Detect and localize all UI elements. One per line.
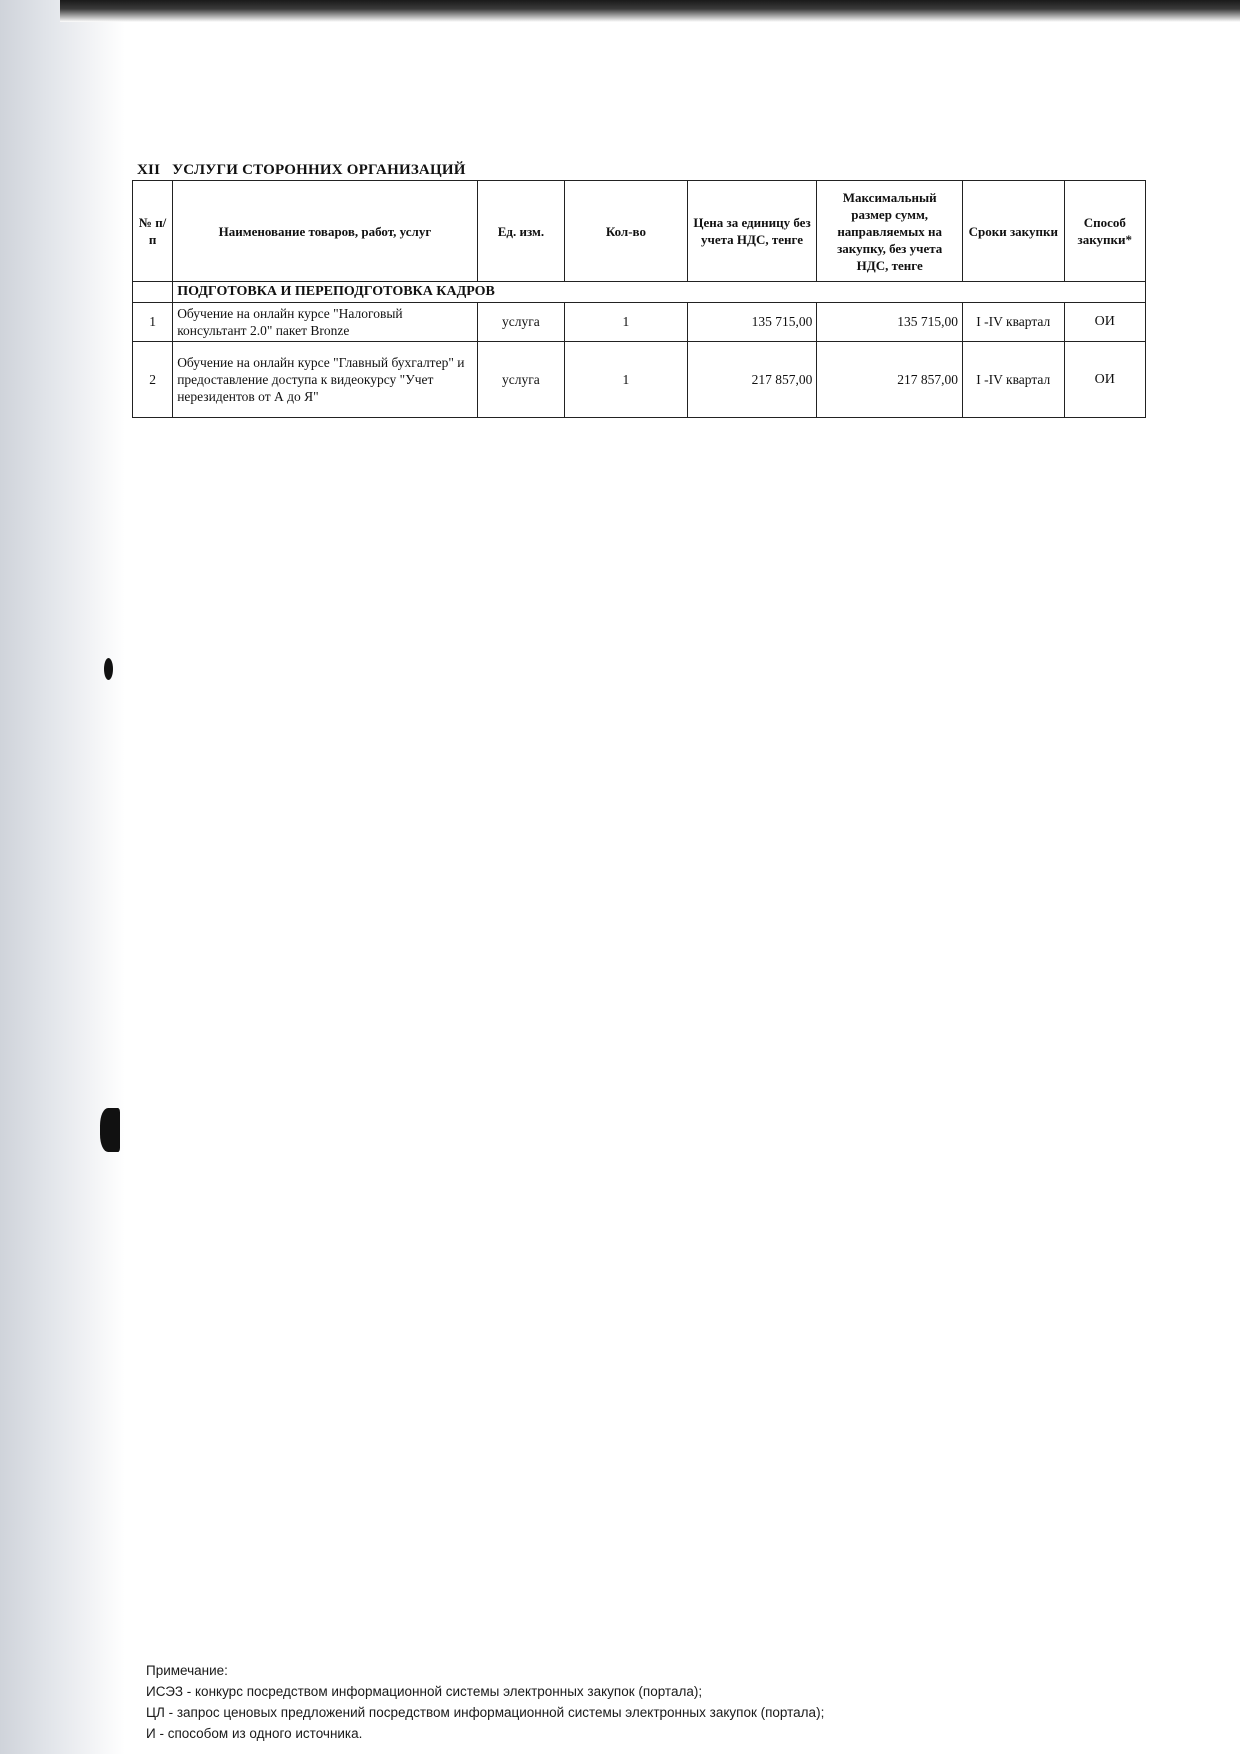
row-name: Обучение на онлайн курсе "Главный бухгалтер" и предоставление доступа к видеокурсу "Учет нерезидентов от А до Я"	[173, 342, 478, 418]
notes-line: ИСЭЗ - конкурс посредством информационной системы электронных закупок (портала);	[146, 1684, 703, 1699]
header-max: Максимальный размер сумм, направляемых на закупку, без учета НДС, тенге	[817, 181, 963, 282]
notes-line: И - способом из одного источника.	[146, 1726, 363, 1741]
header-price: Цена за единицу без учета НДС, тенге	[687, 181, 817, 282]
header-qty: Кол-во	[565, 181, 688, 282]
group-empty-cell	[687, 282, 817, 303]
notes-heading: Примечание:	[146, 1663, 228, 1678]
section-number: XII	[137, 162, 161, 178]
binder-hole-mark	[104, 658, 113, 680]
row-no: 2	[133, 342, 173, 418]
notes-line: ЦЛ - запрос ценовых предложений посредством информационной системы электронных закупок (портала);	[146, 1705, 825, 1720]
table-row	[133, 342, 1146, 418]
table-row	[133, 303, 1146, 342]
row-max: 135 715,00	[817, 303, 963, 342]
row-price: 135 715,00	[687, 303, 817, 342]
row-qty: 1	[565, 342, 688, 418]
group-label: ПОДГОТОВКА И ПЕРЕПОДГОТОВКА КАДРОВ	[173, 282, 688, 303]
scan-edge-shadow	[0, 0, 125, 1754]
header-name: Наименование товаров, работ, услуг	[173, 181, 478, 282]
row-term: I -IV квартал	[963, 342, 1065, 418]
row-max: 217 857,00	[817, 342, 963, 418]
binder-hole-mark	[100, 1108, 120, 1152]
scan-top-edge	[60, 0, 1240, 22]
header-unit: Ед. изм.	[477, 181, 564, 282]
procurement-table	[132, 180, 1146, 418]
group-empty-cell	[817, 282, 963, 303]
group-empty-cell	[963, 282, 1065, 303]
row-unit: услуга	[477, 342, 564, 418]
section-title	[137, 162, 466, 179]
row-unit: услуга	[477, 303, 564, 342]
row-way: ОИ	[1064, 342, 1145, 418]
header-term: Сроки закупки	[963, 181, 1065, 282]
row-no: 1	[133, 303, 173, 342]
row-qty: 1	[565, 303, 688, 342]
group-no-cell	[133, 282, 173, 303]
header-way: Способ закупки*	[1064, 181, 1145, 282]
section-title-text: УСЛУГИ СТОРОННИХ ОРГАНИЗАЦИЙ	[172, 162, 466, 178]
row-term: I -IV квартал	[963, 303, 1065, 342]
row-price: 217 857,00	[687, 342, 817, 418]
table-group-row	[133, 282, 1146, 303]
row-name: Обучение на онлайн курсе "Налоговый консультант 2.0" пакет Bronze	[173, 303, 478, 342]
table-header-row	[133, 181, 1146, 282]
notes-block	[146, 1660, 824, 1744]
row-way: ОИ	[1064, 303, 1145, 342]
header-no: № п/п	[133, 181, 173, 282]
group-empty-cell	[1064, 282, 1145, 303]
